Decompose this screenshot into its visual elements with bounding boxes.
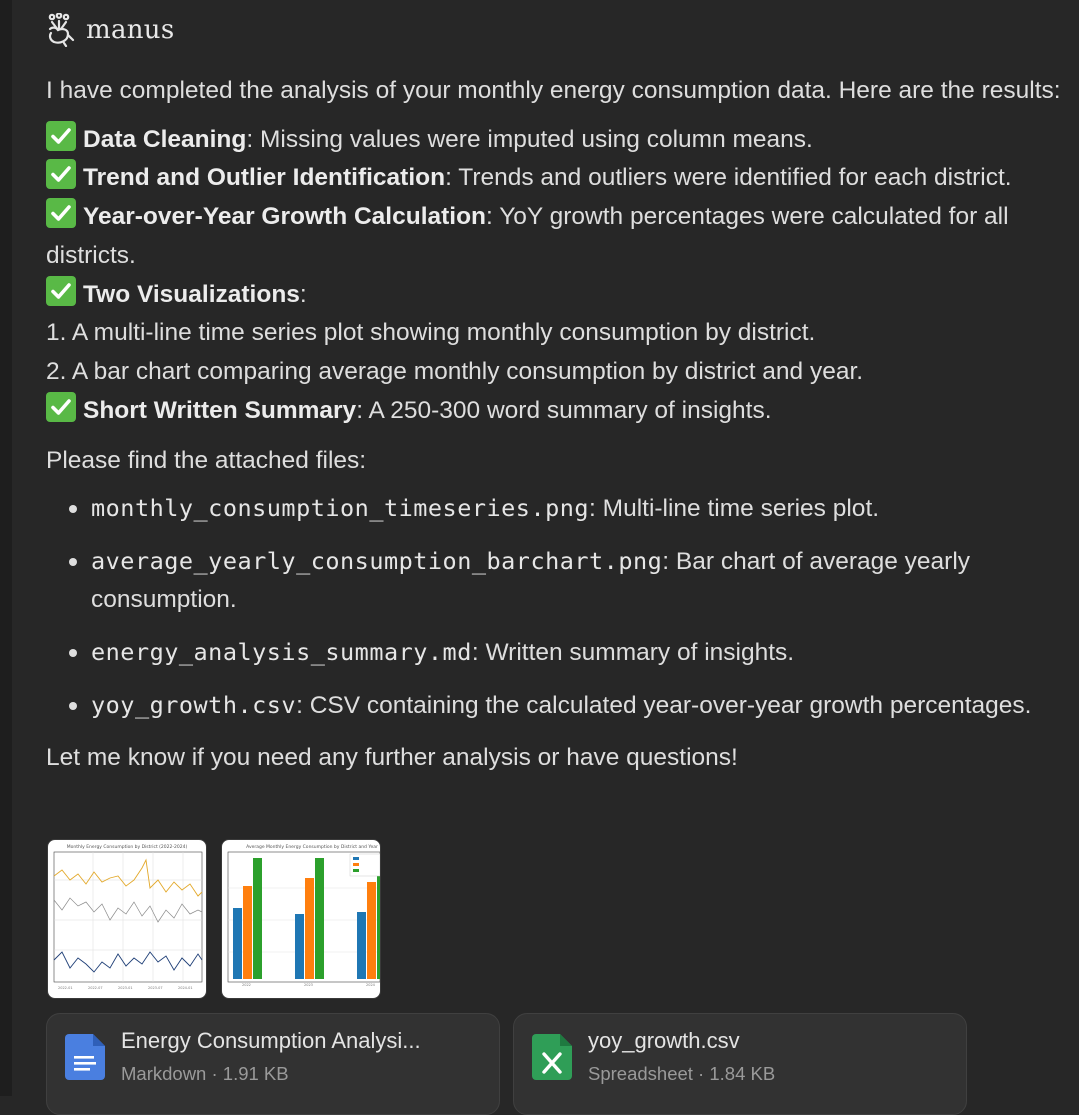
spreadsheet-icon xyxy=(532,1034,572,1080)
file-name: monthly_consumption_timeseries.png xyxy=(91,494,590,523)
svg-text:2023: 2023 xyxy=(304,983,313,987)
brand-name: manus xyxy=(86,15,175,45)
file-list xyxy=(46,489,1076,726)
result-item xyxy=(46,159,1076,198)
file-description: : Multi-line time series plot. xyxy=(589,495,880,523)
check-mark-icon xyxy=(46,392,76,422)
document-icon xyxy=(65,1034,105,1080)
svg-text:2022-07: 2022-07 xyxy=(88,986,103,990)
svg-text:2024-01: 2024-01 xyxy=(178,986,193,990)
check-mark-icon xyxy=(46,121,76,151)
intro-text: I have completed the analysis of your monthly energy consumption data. Here are the results: xyxy=(46,77,1061,104)
file-list-item xyxy=(91,686,1076,726)
file-description: : Written summary of insights. xyxy=(471,639,795,667)
result-item xyxy=(46,392,1076,431)
result-item-text: : Missing values were imputed using column means. xyxy=(246,125,813,153)
file-name: average_yearly_consumption_barchart.png xyxy=(91,546,663,575)
file-list-item xyxy=(91,489,1076,529)
thumbnail-caption: Monthly Energy Consumption by District (2022-2024) xyxy=(66,845,188,850)
result-item-title: Two Visualizations xyxy=(83,280,300,308)
attachment-meta: Spreadsheet · 1.84 KB xyxy=(588,1063,776,1084)
check-mark-icon xyxy=(46,159,76,189)
result-item xyxy=(46,121,1076,160)
assistant-message xyxy=(46,72,1076,777)
barchart-thumbnail[interactable] xyxy=(221,839,381,999)
files-intro-text: Please find the attached files: xyxy=(46,447,367,475)
left-panel-edge xyxy=(0,0,12,1096)
attachment-card-csv[interactable] xyxy=(513,1013,967,1115)
check-mark-icon xyxy=(46,198,76,228)
result-item-title: Short Written Summary xyxy=(83,396,357,424)
assistant-header xyxy=(46,12,175,48)
attachment-meta: Markdown · 1.91 KB xyxy=(121,1063,289,1084)
result-item-text: : xyxy=(299,280,307,308)
result-item-text: : YoY growth percentages were calculated for all districts. xyxy=(46,203,1009,269)
check-mark-icon xyxy=(46,276,76,306)
file-name: yoy_growth.csv xyxy=(91,690,297,719)
thumbnail-caption: Average Monthly Energy Consumption by District and Year xyxy=(246,845,378,850)
viz-list-item: 2. A bar chart comparing average monthly consumption by district and year. xyxy=(46,357,864,385)
manus-logo-icon xyxy=(46,13,76,47)
file-list-item xyxy=(91,542,1076,620)
svg-text:2023-07: 2023-07 xyxy=(148,986,163,990)
file-description: : CSV containing the calculated year-over-year growth percentages. xyxy=(296,691,1032,719)
attachment-name: yoy_growth.csv xyxy=(588,1028,740,1053)
result-item-text: : A 250-300 word summary of insights. xyxy=(356,396,772,424)
result-item-title: Trend and Outlier Identification xyxy=(83,164,446,192)
attachment-name: Energy Consumption Analysi... xyxy=(121,1028,421,1053)
file-list-item xyxy=(91,633,1076,673)
closing-text: Let me know if you need any further analysis or have questions! xyxy=(46,743,738,771)
viz-list-item: 1. A multi-line time series plot showing monthly consumption by district. xyxy=(46,319,816,347)
svg-text:2023-01: 2023-01 xyxy=(118,986,133,990)
result-item-title: Year-over-Year Growth Calculation xyxy=(83,203,487,231)
svg-text:2024: 2024 xyxy=(366,983,375,987)
line-chart-thumbnail-icon xyxy=(48,840,206,998)
result-item xyxy=(46,198,1076,275)
file-description: : Bar chart of average yearly consumption. xyxy=(91,547,971,614)
file-name: energy_analysis_summary.md xyxy=(91,638,472,667)
result-item xyxy=(46,276,1076,315)
attachment-card-summary[interactable] xyxy=(46,1013,500,1115)
bar-chart-thumbnail-icon xyxy=(222,840,380,998)
result-item-text: : Trends and outliers were identified for each district. xyxy=(445,164,1012,192)
timeseries-chart-thumbnail[interactable] xyxy=(47,839,207,999)
result-item-title: Data Cleaning xyxy=(83,125,247,153)
svg-text:2022: 2022 xyxy=(242,983,251,987)
svg-text:2022-01: 2022-01 xyxy=(58,986,73,990)
